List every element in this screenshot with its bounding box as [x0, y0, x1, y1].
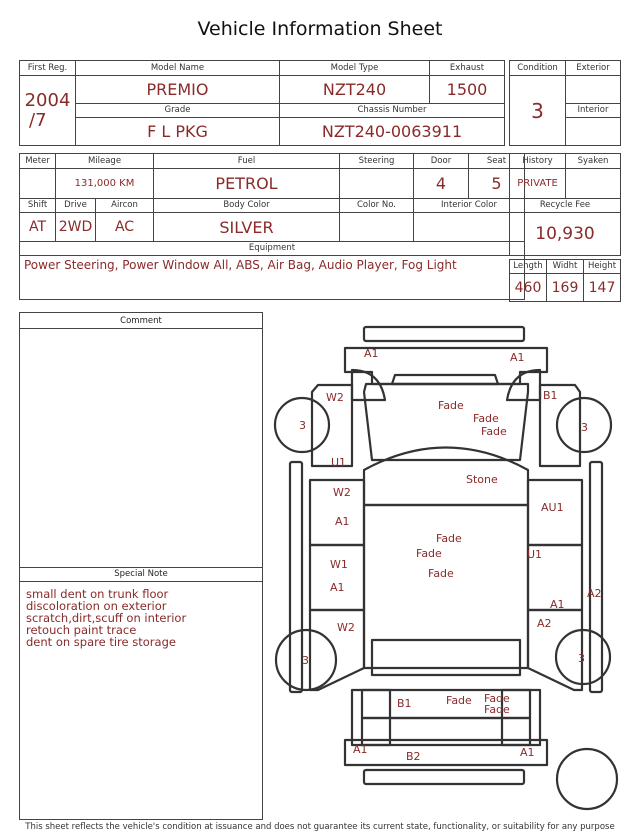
mark-left-front-door-1: W2: [333, 486, 351, 499]
width-label: Widht: [547, 260, 584, 274]
left-rear-door: [310, 545, 364, 610]
fuel-label: Fuel: [154, 154, 340, 169]
special-note-label: Special Note: [20, 568, 262, 582]
body-color-value: SILVER: [154, 213, 340, 242]
interior-value: [566, 118, 621, 146]
first-reg-month: /7: [29, 109, 47, 131]
rear-bumper: [345, 740, 547, 765]
mark-right-a2-inner: A2: [537, 617, 552, 630]
model-type-label: Model Type: [280, 61, 430, 76]
aircon-value: AC: [96, 213, 154, 242]
front-grille: [392, 375, 498, 384]
roof: [364, 505, 528, 668]
fuel-value: PETROL: [154, 169, 340, 199]
mark-roof-3: Fade: [428, 567, 454, 580]
seat-value: 5: [469, 169, 525, 199]
mark-hood-1: Fade: [438, 399, 464, 412]
comment-label: Comment: [20, 315, 262, 329]
body-color-label: Body Color: [154, 199, 340, 213]
page-title: Vehicle Information Sheet: [197, 18, 443, 40]
condition-table: [509, 60, 621, 146]
mark-right-front-door: AU1: [541, 501, 564, 514]
door-label: Door: [414, 154, 469, 169]
mark-trunk-b1: B1: [397, 697, 412, 710]
steering-value: [340, 169, 414, 199]
history-value: PRIVATE: [510, 169, 566, 199]
color-no-label: Color No.: [340, 199, 414, 213]
mark-hood-2: Fade: [473, 412, 499, 425]
model-name-label: Model Name: [76, 61, 280, 76]
model-name-value: PREMIO: [76, 76, 280, 104]
exterior-label: Exterior: [566, 61, 621, 76]
mark-tire-rear-right: 3: [578, 652, 585, 665]
front-bumper-bar: [364, 327, 524, 341]
interior-label: Interior: [566, 104, 621, 118]
condition-value: 3: [510, 76, 566, 146]
equipment-value: Power Steering, Power Window All, ABS, Air Bag, Audio Player, Fog Light: [20, 256, 525, 300]
length-label: Length: [510, 260, 547, 274]
condition-label: Condition: [510, 61, 566, 76]
car-damage-diagram: [270, 318, 632, 818]
recycle-fee-label: Recycle Fee: [510, 199, 621, 213]
interior-color-value: [414, 213, 525, 242]
chassis-label: Chassis Number: [280, 104, 505, 118]
mark-front-bumper-left: A1: [364, 347, 379, 360]
mark-right-rear-door: A1: [550, 598, 565, 611]
left-pillar: [290, 462, 302, 692]
mark-fender-front-right: B1: [543, 389, 558, 402]
mark-tire-front-left: 3: [299, 419, 306, 432]
mileage-label: Mileage: [56, 154, 154, 169]
mark-rear-bumper-right: A1: [520, 746, 535, 759]
mark-roof-1: Fade: [436, 532, 462, 545]
recycle-fee-value: 10,930: [510, 213, 621, 256]
mark-trunk-3: Fade: [484, 703, 510, 716]
mark-left-rear-door-1: W1: [330, 558, 348, 571]
history-table: [509, 153, 621, 256]
meter-label: Meter: [20, 154, 56, 169]
rear-window: [372, 640, 520, 675]
mark-left-front-door-2: A1: [335, 515, 350, 528]
exterior-value: [566, 76, 621, 104]
steering-label: Steering: [340, 154, 414, 169]
length-value: 460: [510, 274, 547, 302]
mark-left-rear-fender: W2: [337, 621, 355, 634]
exhaust-label: Exhaust: [430, 61, 505, 76]
height-value: 147: [584, 274, 621, 302]
mark-hood-3: Fade: [481, 425, 507, 438]
grade-value: F L PKG: [76, 118, 280, 146]
special-note-line: scratch,dirt,scuff on interior: [26, 611, 187, 625]
aircon-label: Aircon: [96, 199, 154, 213]
mark-trunk-1: Fade: [446, 694, 472, 707]
grade-label: Grade: [76, 104, 280, 118]
mark-rear-bumper-left: A1: [353, 743, 368, 756]
rear-bumper-bar: [364, 770, 524, 784]
model-type-value: NZT240: [280, 76, 430, 104]
special-note-line: retouch paint trace: [26, 623, 137, 637]
special-note-line: dent on spare tire storage: [26, 635, 176, 649]
mark-trunk-2: Fade: [484, 692, 510, 705]
special-note-line: small dent on trunk floor: [26, 587, 169, 601]
disclaimer-footer: This sheet reflects the vehicle's condition at issuance and does not guarantee its current state, functionality, or suitability for any purpose: [25, 822, 615, 832]
syaken-value: [566, 169, 621, 199]
history-label: History: [510, 154, 566, 169]
right-pillar: [590, 462, 602, 692]
meter-value: [20, 169, 56, 199]
mark-roof-2: Fade: [416, 547, 442, 560]
height-label: Height: [584, 260, 621, 274]
mark-tire-front-right: 3: [581, 421, 588, 434]
interior-color-label: Interior Color: [414, 199, 525, 213]
mark-right-a2-outer: A2: [587, 587, 602, 600]
chassis-value: NZT240-0063911: [280, 118, 505, 146]
mark-left-rear-door-2: A1: [330, 581, 345, 594]
syaken-label: Syaken: [566, 154, 621, 169]
mark-right-u1: U1: [527, 548, 543, 561]
first-reg-value: [20, 76, 76, 146]
spare-tire: [557, 749, 617, 809]
mark-left-u1: U1: [331, 456, 347, 469]
mark-rear-bumper-center: B2: [406, 750, 421, 763]
vehicle-spec-table: [19, 153, 525, 300]
first-reg-year: 2004: [24, 89, 71, 111]
mark-tire-rear-left: 3: [302, 654, 309, 667]
vehicle-info-table: [19, 60, 505, 146]
first-reg-label: First Reg.: [20, 61, 76, 76]
special-note-list: [26, 588, 186, 648]
mark-fender-front-left: W2: [326, 391, 344, 404]
mark-front-bumper-right: A1: [510, 351, 525, 364]
width-value: 169: [547, 274, 584, 302]
door-value: 4: [414, 169, 469, 199]
special-note-line: discoloration on exterior: [26, 599, 167, 613]
seat-label: Seat: [469, 154, 525, 169]
equipment-label: Equipment: [20, 242, 525, 256]
mileage-value: 131,000 KM: [56, 169, 154, 199]
drive-label: Drive: [56, 199, 96, 213]
exhaust-value: 1500: [430, 76, 505, 104]
color-no-value: [340, 213, 414, 242]
mark-windshield: Stone: [466, 473, 498, 486]
shift-label: Shift: [20, 199, 56, 213]
drive-value: 2WD: [56, 213, 96, 242]
comment-panel: [19, 312, 263, 820]
shift-value: AT: [20, 213, 56, 242]
dimensions-table: [509, 259, 621, 302]
windshield: [364, 448, 528, 506]
